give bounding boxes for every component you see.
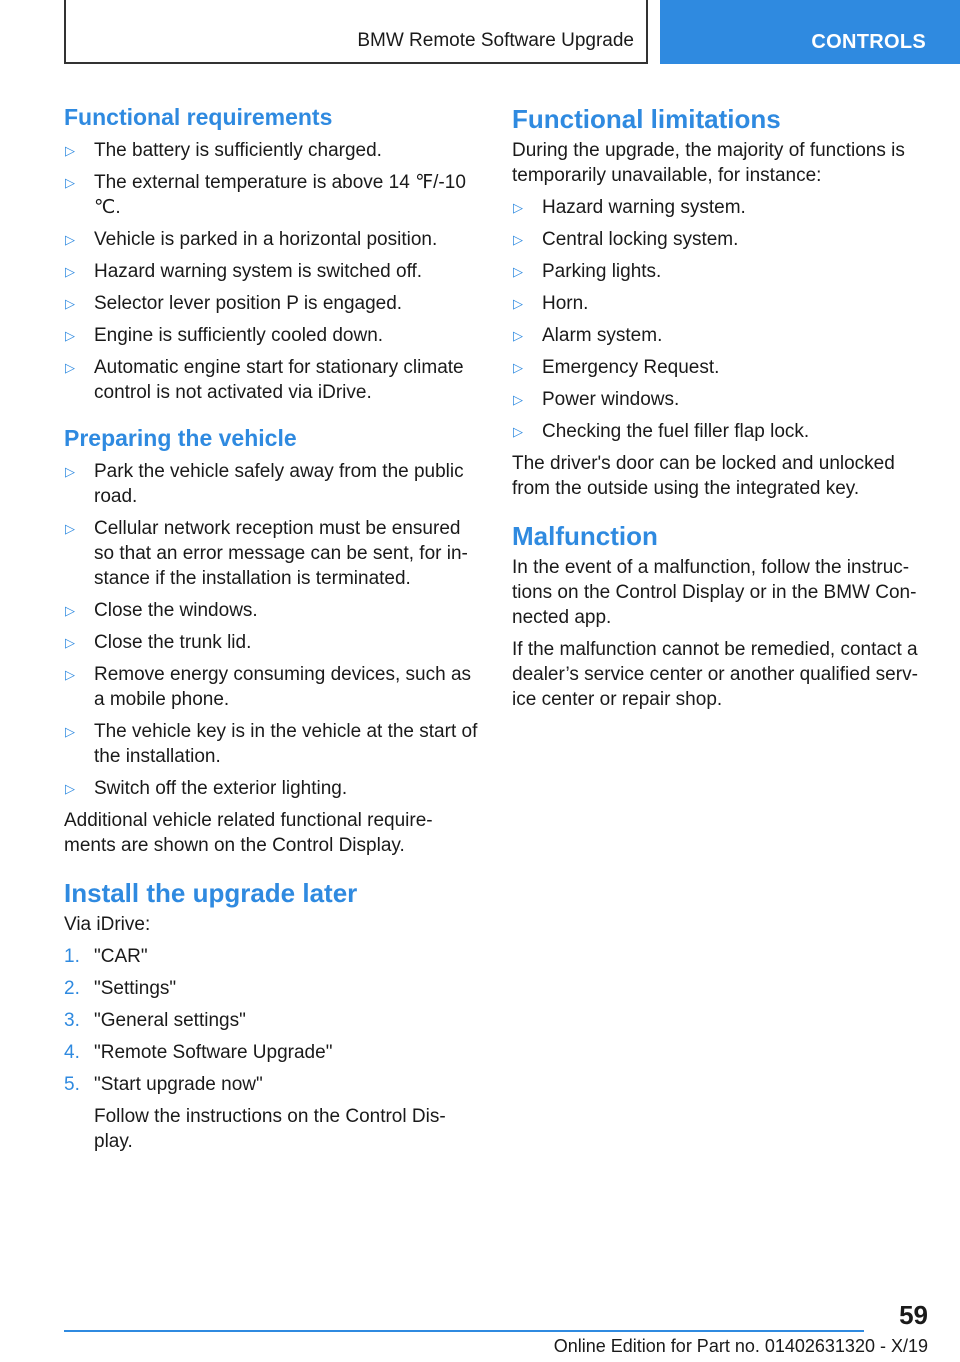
chapter-title: CONTROLS bbox=[811, 31, 926, 53]
heading-install-later: Install the upgrade later bbox=[64, 878, 358, 908]
triangle-bullet-icon: ▷ bbox=[65, 667, 75, 682]
limitation-item-text: Power windows. bbox=[542, 389, 680, 410]
triangle-bullet-icon: ▷ bbox=[513, 424, 523, 439]
install-step bbox=[64, 976, 480, 1001]
requirement-item-text: The external temperature is above 14 ℉/-10 ℃. bbox=[94, 172, 466, 218]
page-number: 59 bbox=[899, 1300, 928, 1330]
requirement-item bbox=[64, 259, 480, 284]
triangle-bullet-icon: ▷ bbox=[65, 296, 75, 311]
preparation-item bbox=[64, 719, 480, 769]
triangle-bullet-icon: ▷ bbox=[65, 464, 75, 479]
install-step-note: Follow the instructions on the Control Dis‐play. bbox=[94, 1106, 446, 1152]
requirement-item-text: The battery is sufficiently charged. bbox=[94, 140, 382, 161]
limitations-intro: During the upgrade, the majority of functions is temporarily unavailable, for instance: bbox=[512, 140, 905, 186]
triangle-bullet-icon: ▷ bbox=[65, 175, 75, 190]
limitation-item bbox=[512, 387, 926, 412]
requirement-item-text: Engine is sufficiently cooled down. bbox=[94, 325, 384, 346]
requirement-item-text: Hazard warning system is switched off. bbox=[94, 261, 423, 282]
limitation-item bbox=[512, 195, 926, 220]
triangle-bullet-icon: ▷ bbox=[65, 635, 75, 650]
preparation-item-text: Remove energy consuming devices, such as a mobile phone. bbox=[94, 664, 472, 710]
preparation-item bbox=[64, 630, 480, 655]
right-column bbox=[512, 100, 926, 719]
heading-malfunction: Malfunction bbox=[512, 521, 658, 551]
preparation-item-text: Close the trunk lid. bbox=[94, 632, 252, 653]
limitation-item-text: Alarm system. bbox=[542, 325, 663, 346]
step-number: 4. bbox=[64, 1042, 80, 1063]
requirement-item bbox=[64, 355, 480, 405]
limitation-item bbox=[512, 419, 926, 444]
step-number: 5. bbox=[64, 1074, 80, 1095]
triangle-bullet-icon: ▷ bbox=[65, 724, 75, 739]
section-install-later bbox=[64, 874, 480, 1154]
section-functional-requirements bbox=[64, 100, 480, 405]
requirements-list bbox=[64, 138, 480, 405]
section-preparing-vehicle bbox=[64, 421, 480, 858]
limitation-item-text: Emergency Request. bbox=[542, 357, 720, 378]
requirement-item bbox=[64, 138, 480, 163]
preparation-item-text: Close the windows. bbox=[94, 600, 258, 621]
running-header-chapter bbox=[660, 0, 960, 64]
triangle-bullet-icon: ▷ bbox=[65, 264, 75, 279]
preparation-item-text: Switch off the exterior lighting. bbox=[94, 778, 348, 799]
limitations-note: The driver's door can be locked and unlocked from the outside using the integrated key. bbox=[512, 453, 895, 499]
left-column bbox=[64, 100, 480, 1161]
install-step bbox=[64, 944, 480, 969]
limitation-item-text: Horn. bbox=[542, 293, 589, 314]
triangle-bullet-icon: ▷ bbox=[65, 521, 75, 536]
requirement-item bbox=[64, 323, 480, 348]
triangle-bullet-icon: ▷ bbox=[65, 232, 75, 247]
step-number: 2. bbox=[64, 978, 80, 999]
step-text: "Start upgrade now" bbox=[94, 1074, 263, 1095]
footer-edition: Online Edition for Part no. 01402631320 - X/19 bbox=[553, 1336, 928, 1356]
limitation-item bbox=[512, 355, 926, 380]
heading-functional-requirements: Functional requirements bbox=[64, 104, 333, 130]
limitation-item-text: Hazard warning system. bbox=[542, 197, 746, 218]
limitation-item-text: Central locking system. bbox=[542, 229, 739, 250]
triangle-bullet-icon: ▷ bbox=[513, 328, 523, 343]
limitation-item bbox=[512, 259, 926, 284]
step-text: "Settings" bbox=[94, 978, 177, 999]
preparation-item-text: The vehicle key is in the vehicle at the start of the installation. bbox=[94, 721, 478, 767]
preparation-item bbox=[64, 516, 480, 591]
requirement-item bbox=[64, 291, 480, 316]
preparation-list bbox=[64, 459, 480, 801]
limitation-item-text: Parking lights. bbox=[542, 261, 662, 282]
triangle-bullet-icon: ▷ bbox=[513, 264, 523, 279]
malfunction-paragraph-1: In the event of a malfunction, follow the instruc‐tions on the Control Display or in the BMW Con‐nected app. bbox=[512, 557, 917, 628]
triangle-bullet-icon: ▷ bbox=[513, 232, 523, 247]
triangle-bullet-icon: ▷ bbox=[65, 781, 75, 796]
install-intro: Via iDrive: bbox=[64, 914, 151, 935]
preparation-item-text: Park the vehicle safely away from the public road. bbox=[94, 461, 464, 507]
requirement-item-text: Vehicle is parked in a horizontal position. bbox=[94, 229, 438, 250]
preparation-item bbox=[64, 776, 480, 801]
step-text: "CAR" bbox=[94, 946, 148, 967]
step-number: 3. bbox=[64, 1010, 80, 1031]
limitations-list bbox=[512, 195, 926, 444]
triangle-bullet-icon: ▷ bbox=[513, 392, 523, 407]
section-malfunction bbox=[512, 517, 926, 712]
heading-preparing-vehicle: Preparing the vehicle bbox=[64, 425, 297, 451]
preparation-item bbox=[64, 459, 480, 509]
running-header-section bbox=[64, 0, 648, 64]
section-title: BMW Remote Software Upgrade bbox=[357, 30, 634, 51]
limitation-item-text: Checking the fuel filler flap lock. bbox=[542, 421, 810, 442]
heading-functional-limitations: Functional limitations bbox=[512, 104, 781, 134]
limitation-item bbox=[512, 323, 926, 348]
preparation-note: Additional vehicle related functional require‐ments are shown on the Control Display. bbox=[64, 810, 433, 856]
triangle-bullet-icon: ▷ bbox=[65, 143, 75, 158]
limitation-item bbox=[512, 291, 926, 316]
limitation-item bbox=[512, 227, 926, 252]
requirement-item bbox=[64, 170, 480, 220]
requirement-item bbox=[64, 227, 480, 252]
preparation-item bbox=[64, 662, 480, 712]
preparation-item-text: Cellular network reception must be ensured so that an error message can be sent, for in‐stance if the installation is terminated. bbox=[94, 518, 468, 589]
step-text: "Remote Software Upgrade" bbox=[94, 1042, 333, 1063]
install-step bbox=[64, 1008, 480, 1033]
triangle-bullet-icon: ▷ bbox=[65, 603, 75, 618]
triangle-bullet-icon: ▷ bbox=[65, 360, 75, 375]
preparation-item bbox=[64, 598, 480, 623]
triangle-bullet-icon: ▷ bbox=[513, 360, 523, 375]
step-number: 1. bbox=[64, 946, 80, 967]
triangle-bullet-icon: ▷ bbox=[513, 200, 523, 215]
section-functional-limitations bbox=[512, 100, 926, 501]
install-step bbox=[64, 1040, 480, 1065]
malfunction-paragraph-2: If the malfunction cannot be remedied, contact a dealer’s service center or another qualified serv‐ice center or repair shop. bbox=[512, 639, 918, 710]
requirement-item-text: Selector lever position P is engaged. bbox=[94, 293, 403, 314]
requirement-item-text: Automatic engine start for stationary climate control is not activated via iDrive. bbox=[94, 357, 464, 403]
step-text: "General settings" bbox=[94, 1010, 246, 1031]
install-step bbox=[64, 1072, 480, 1097]
install-steps-list bbox=[64, 944, 480, 1097]
triangle-bullet-icon: ▷ bbox=[513, 296, 523, 311]
triangle-bullet-icon: ▷ bbox=[65, 328, 75, 343]
footer-rule bbox=[64, 1330, 864, 1332]
